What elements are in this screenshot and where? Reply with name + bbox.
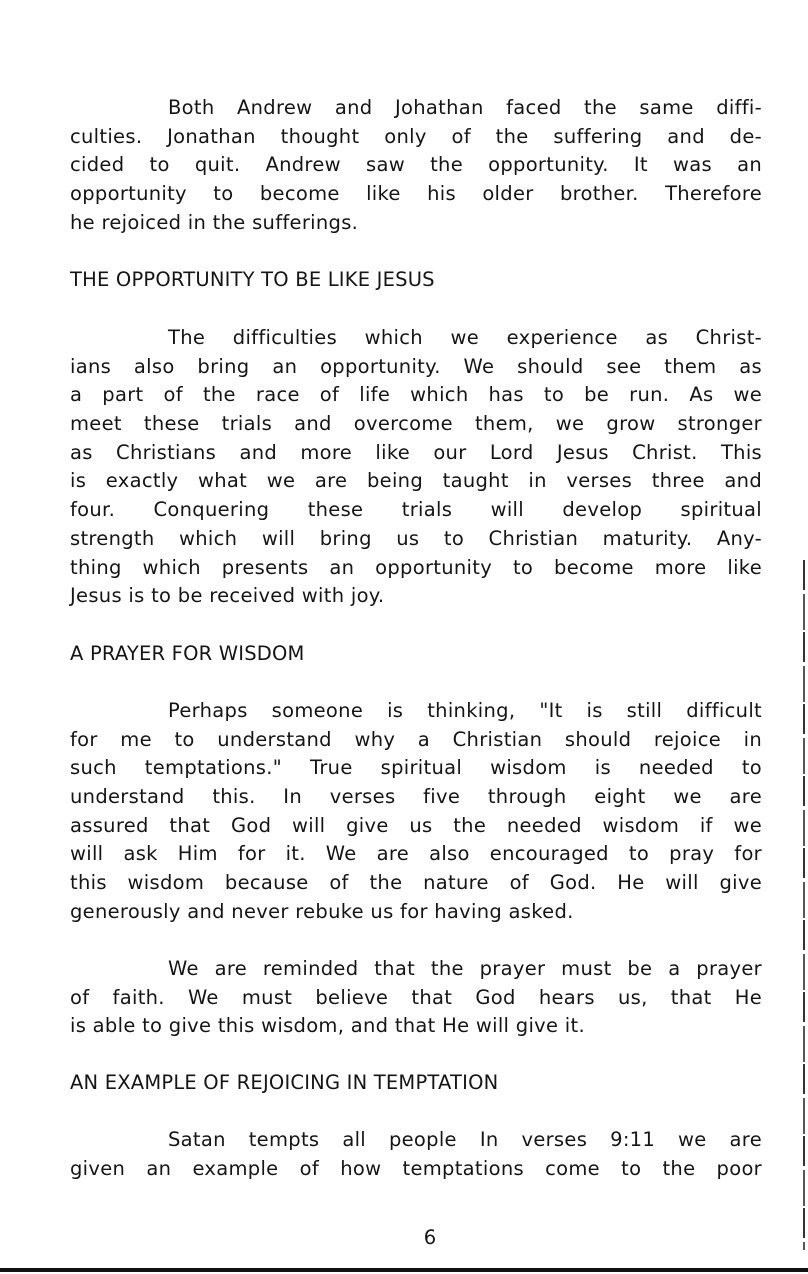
text-line: as Christians and more like our Lord Jesus Christ. This — [70, 440, 762, 464]
page-edge-line — [803, 560, 805, 1250]
text-line: Jesus is to be received with joy. — [70, 584, 385, 608]
text-line: ians also bring an opportunity. We should see them as — [70, 354, 762, 378]
text-line: The difficulties which we experience as Christ- — [168, 326, 762, 349]
text-line: understand this. In verses five through eight we are — [70, 785, 762, 809]
text-line: opportunity to become like his older brother. Therefore — [70, 182, 762, 206]
text-line: cided to quit. Andrew saw the opportunity. It was an — [70, 153, 762, 177]
text-line: of faith. We must believe that God hears us, that He — [70, 985, 762, 1009]
bottom-rule — [0, 1268, 808, 1272]
paragraph-3 — [70, 697, 762, 927]
text-line: is exactly what we are being taught in verses three and — [70, 469, 762, 493]
paragraph-2 — [70, 324, 762, 611]
text-line: four. Conquering these trials will develop spiritual — [70, 498, 762, 522]
text-line: We are reminded that the prayer must be a prayer — [168, 957, 762, 980]
paragraph-1 — [70, 94, 762, 237]
text-line: Satan tempts all people In verses 9:11 we are — [168, 1128, 762, 1151]
text-line: culties. Jonathan thought only of the suffering and de- — [70, 124, 762, 148]
text-line: such temptations." True spiritual wisdom is needed to — [70, 756, 762, 780]
text-line: generously and never rebuke us for having asked. — [70, 899, 574, 923]
text-line: thing which presents an opportunity to become more like — [70, 555, 762, 579]
text-line: for me to understand why a Christian should rejoice in — [70, 727, 762, 751]
text-line: this wisdom because of the nature of God. He will give — [70, 871, 762, 895]
paragraph-5 — [70, 1126, 762, 1183]
paragraph-4 — [70, 955, 762, 1041]
text-line: is able to give this wisdom, and that He will give it. — [70, 1014, 585, 1038]
page-number: 6 — [423, 1226, 437, 1249]
text-line: assured that God will give us the needed wisdom if we — [70, 813, 762, 837]
section-heading-2: A PRAYER FOR WISDOM — [70, 642, 305, 665]
section-heading-3: AN EXAMPLE OF REJOICING IN TEMPTATION — [70, 1071, 499, 1094]
text-line: a part of the race of life which has to be run. As we — [70, 383, 762, 407]
text-line: strength which will bring us to Christian maturity. Any- — [70, 526, 762, 550]
text-line: will ask Him for it. We are also encouraged to pray for — [70, 842, 762, 866]
text-line: Perhaps someone is thinking, "It is still difficult — [168, 699, 762, 722]
text-line: meet these trials and overcome them, we grow stronger — [70, 412, 762, 436]
text-line: he rejoiced in the sufferings. — [70, 210, 359, 234]
text-line: given an example of how temptations come to the poor — [70, 1156, 762, 1180]
text-line: Both Andrew and Johathan faced the same diffi- — [168, 96, 762, 119]
section-heading-1: THE OPPORTUNITY TO BE LIKE JESUS — [70, 268, 435, 291]
